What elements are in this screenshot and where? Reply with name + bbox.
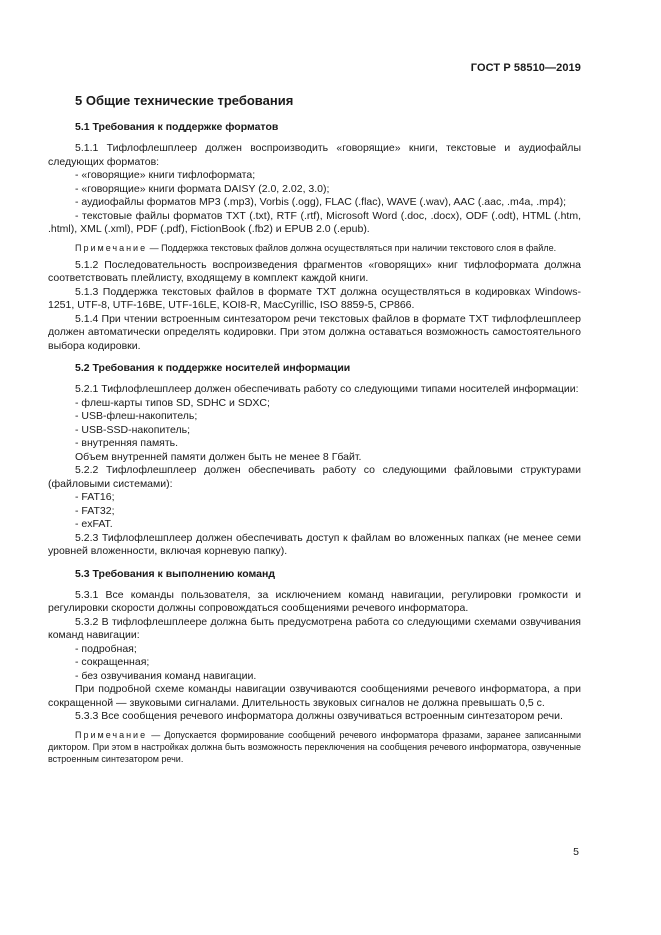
list-item: - exFAT. [75,518,113,530]
paragraph-5-3-2-details: При подробной схеме команды навигации озвучиваются сообщениями речевого информатора, а при сокращенной — звуковыми сигналами. Длительность звуковых сигналов не должна превышать 0,5 с. [48,683,581,709]
paragraph-5-3-3: 5.3.3 Все сообщения речевого информатора должны озвучиваться встроенным синтезатором речи. [75,710,563,722]
list-item: - USB-SSD-накопитель; [75,423,191,436]
subsection-title-5-1: 5.1 Требования к поддержке форматов [75,121,279,133]
subsection-title-5-2: 5.2 Требования к поддержке носителей информации [75,362,351,374]
note-label: Примечание [75,729,148,740]
page-number: 5 [573,846,579,858]
subsection-title-5-3: 5.3 Требования к выполнению команд [75,567,276,580]
paragraph-5-1-1: 5.1.1 Тифлофлешплеер должен воспроизводить «говорящие» книги, текстовые и аудиофайлы следующих форматов: [48,142,581,168]
memory-requirement: Объем внутренней памяти должен быть не менее 8 Гбайт. [75,450,362,463]
list-item: - текстовые файлы форматов TXT (.txt), RTF (.rtf), Microsoft Word (.doc, .docx), ODF (.odt), HTML (.htm, .html), XML (.xml), PDF (.pdf), FictionBook (.fb2) и EPUB 2.0 (.epub). [48,209,581,235]
list-item: - FAT32; [75,504,115,517]
list-item: - USB-флеш-накопитель; [75,410,198,422]
note-text: — Поддержка текстовых файлов должна осуществляться при наличии текстового слоя в файле. [147,242,557,253]
note-text: — Допускается формирование сообщений речевого информатора фразами, заранее записанными диктором. При этом в настройках должна быть возможность переключения на сообщения речевого информатора, озвученные встроенным синтезатором речи. [48,729,581,764]
page-content [48,93,581,765]
list-item: - аудиофайлы форматов MP3 (.mp3), Vorbis (.ogg), FLAC (.flac), WAVE (.wav), AAC (.aac, .m4a, .mp4); [75,196,566,208]
paragraph-5-3-2: 5.3.2 В тифлофлешплеере должна быть предусмотрена работа со следующими схемами озвучивания команд навигации: [48,615,581,641]
paragraph-5-2-3: 5.2.3 Тифлофлешплеер должен обеспечивать доступ к файлам во вложенных папках (не менее семи уровней вложенности, включая корневую папку). [48,531,581,557]
paragraph-5-2-2: 5.2.2 Тифлофлешплеер должен обеспечивать работу со следующими файловыми структурами (файловыми системами): [48,464,581,490]
list-item: - без озвучивания команд навигации. [75,669,257,682]
note-label: Примечание [75,242,148,253]
note-5-3 [48,729,581,765]
paragraph-5-2-1: 5.2.1 Тифлофлешплеер должен обеспечивать работу со следующими типами носителей информации: [75,383,579,395]
section-title: 5 Общие технические требования [75,93,294,108]
list-item: - подробная; [75,642,137,655]
list-item: - внутренняя память. [75,437,179,449]
paragraph-5-3-1: 5.3.1 Все команды пользователя, за исключением команд навигации, регулировки громкости и регулировки скорости должны сопровождаться сообщениями речевого информатора. [48,588,581,614]
paragraph-5-1-2: 5.1.2 Последовательность воспроизведения фрагментов «говорящих» книг тифлоформата должна соответствовать плейлисту, входящему в комплект каждой книги. [48,258,581,284]
list-item: - FAT16; [75,491,115,503]
spacer [48,559,581,568]
list-item: - флеш-карты типов SD, SDHC и SDXC; [75,396,270,409]
paragraph-5-1-4: 5.1.4 При чтении встроенным синтезатором речи текстовых файлов в формате TXT тифлофлешплеер должен автоматически определять кодировки. При этом должна оставаться возможность самостоятельного выбора кодировки. [48,312,581,352]
list-item: - «говорящие» книги формата DAISY (2.0, 2.02, 3.0); [75,182,330,195]
list-item: - сокращенная; [75,656,150,668]
standard-code: ГОСТ Р 58510—2019 [470,62,581,74]
note-5-1 [48,242,581,254]
paragraph-5-1-3: 5.1.3 Поддержка текстовых файлов в формате TXT должна осуществляться в кодировках Windows-1251, UTF-8, UTF-16BE, UTF-16LE, KOI8-R, MacCyrillic, ISO 8859-5, CP866. [48,285,581,311]
list-item: - «говорящие» книги тифлоформата; [75,169,256,181]
spacer [48,353,581,362]
